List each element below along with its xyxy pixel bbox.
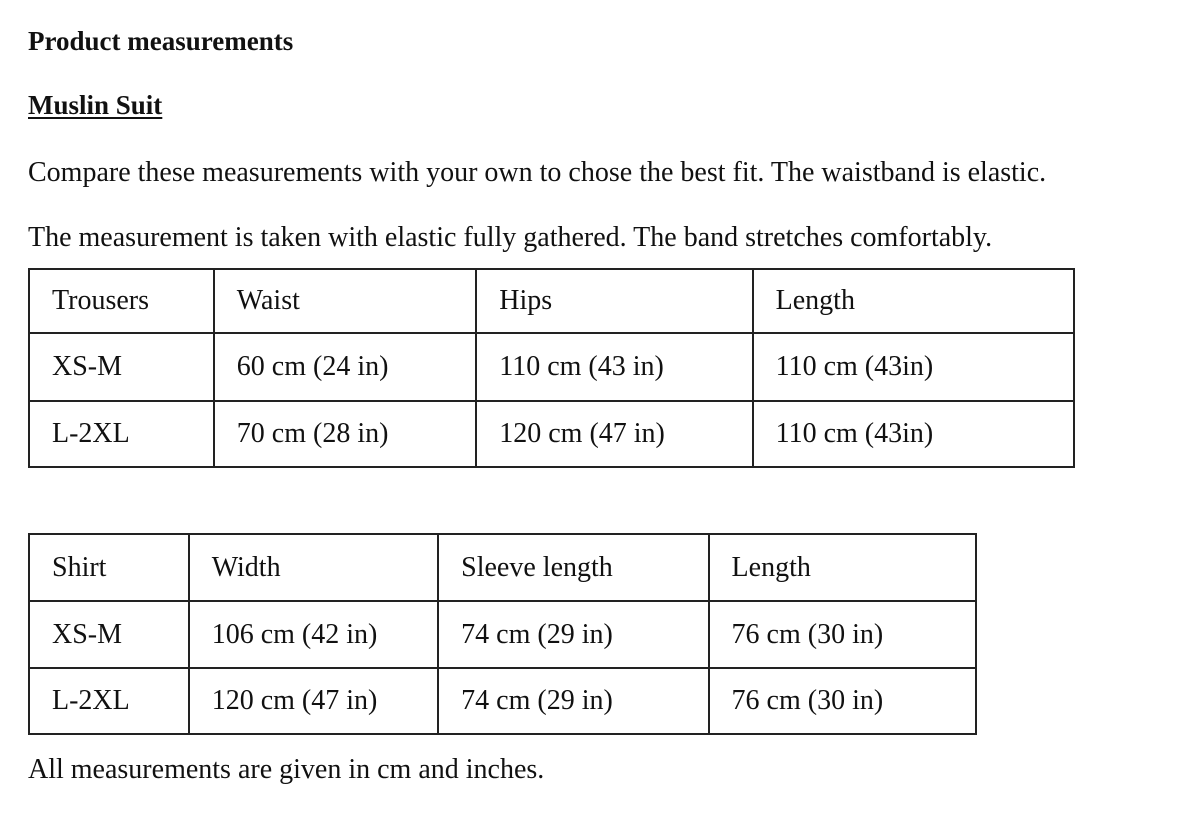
size-cell: XS-M (29, 601, 189, 668)
table-row (29, 601, 976, 668)
header-cell: Length (709, 534, 976, 601)
table-cell: 110 cm (43in) (753, 333, 1074, 401)
intro-paragraph: Compare these measurements with your own to chose the best fit. The waistband is elastic. (28, 157, 1047, 188)
header-cell: Hips (476, 269, 752, 333)
units-note: All measurements are given in cm and inches. (28, 754, 545, 785)
table-cell: 106 cm (42 in) (189, 601, 438, 668)
table-cell: 60 cm (24 in) (214, 333, 476, 401)
header-cell: Length (753, 269, 1074, 333)
table-header-row (29, 269, 1074, 333)
size-cell: XS-M (29, 333, 214, 401)
table-row (29, 333, 1074, 401)
table-row (29, 401, 1074, 467)
page-title: Product measurements (28, 26, 294, 56)
shirt-size-table (28, 533, 977, 735)
table-cell: 120 cm (47 in) (476, 401, 752, 467)
header-cell: Trousers (29, 269, 214, 333)
header-cell: Shirt (29, 534, 189, 601)
size-cell: L-2XL (29, 668, 189, 734)
table-cell: 120 cm (47 in) (189, 668, 438, 734)
header-cell: Sleeve length (438, 534, 708, 601)
header-cell: Waist (214, 269, 476, 333)
table-cell: 74 cm (29 in) (438, 601, 708, 668)
table-cell: 76 cm (30 in) (709, 668, 976, 734)
elastic-note-paragraph: The measurement is taken with elastic fully gathered. The band stretches comfortably. (28, 222, 993, 253)
product-name-heading: Muslin Suit (28, 90, 163, 120)
table-cell: 70 cm (28 in) (214, 401, 476, 467)
header-cell: Width (189, 534, 438, 601)
table-row (29, 668, 976, 734)
table-header-row (29, 534, 976, 601)
table-cell: 74 cm (29 in) (438, 668, 708, 734)
size-cell: L-2XL (29, 401, 214, 467)
table-cell: 110 cm (43in) (753, 401, 1074, 467)
table-cell: 110 cm (43 in) (476, 333, 752, 401)
table-cell: 76 cm (30 in) (709, 601, 976, 668)
trousers-size-table (28, 268, 1075, 468)
